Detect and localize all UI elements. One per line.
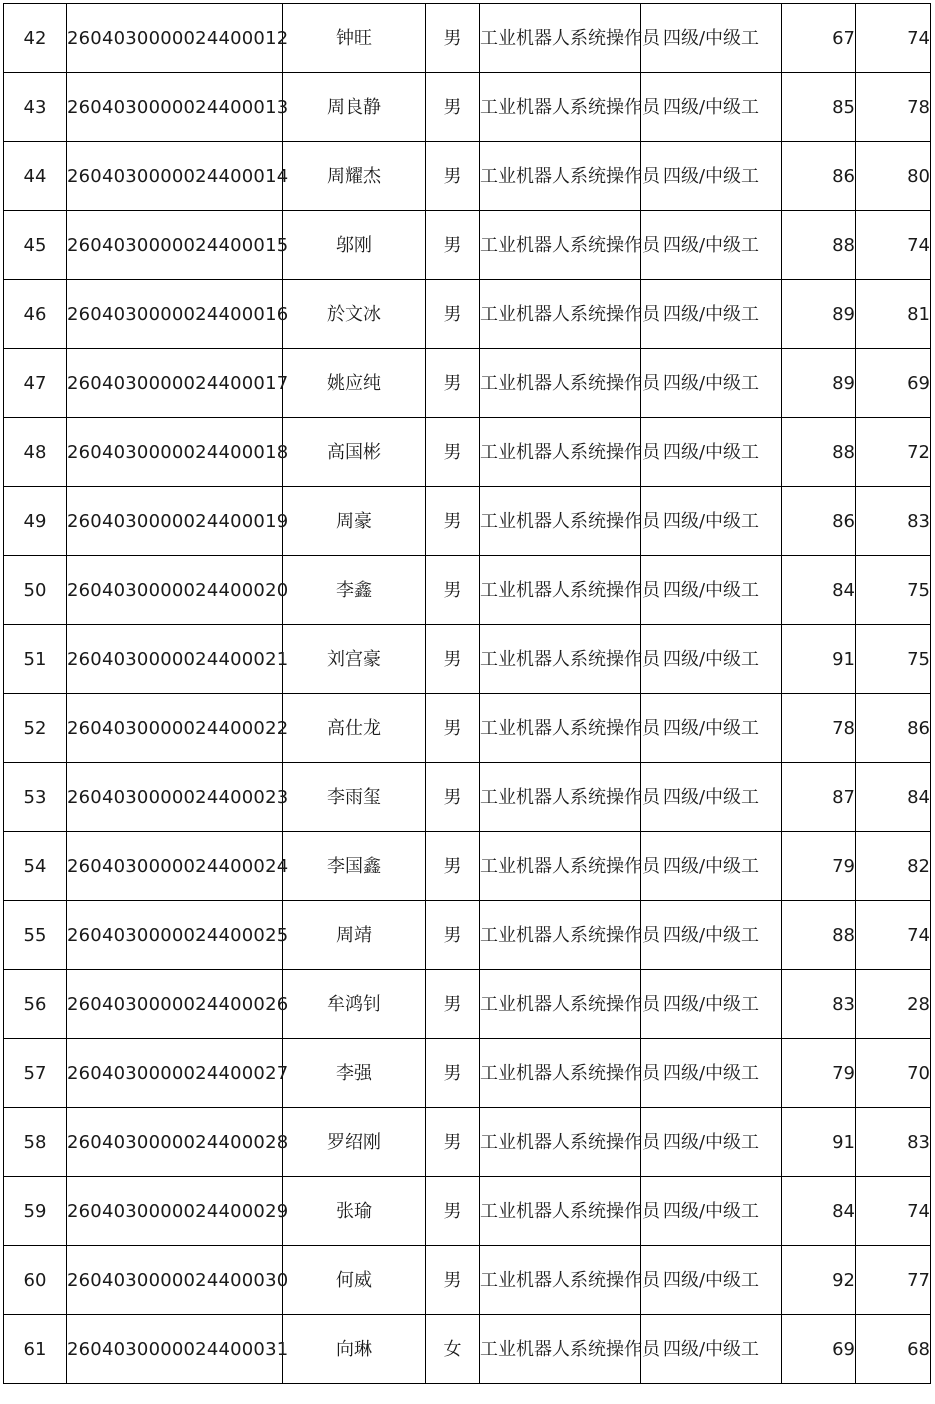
occupation-cell: 工业机器人系统操作员	[480, 280, 641, 349]
level-cell: 四级/中级工	[641, 1246, 782, 1315]
skill-score-cell: 75	[856, 556, 931, 625]
table-row	[4, 763, 931, 832]
row-number: 60	[4, 1246, 67, 1315]
row-number: 57	[4, 1039, 67, 1108]
skill-score-cell: 83	[856, 487, 931, 556]
exam-id-cell: 2604030000024400029	[67, 1177, 283, 1246]
table-row	[4, 142, 931, 211]
level-cell: 四级/中级工	[641, 832, 782, 901]
table-row	[4, 1177, 931, 1246]
name-cell: 周良静	[283, 73, 426, 142]
level-cell: 四级/中级工	[641, 694, 782, 763]
gender-cell: 男	[426, 418, 480, 487]
exam-id-cell: 2604030000024400016	[67, 280, 283, 349]
row-number: 44	[4, 142, 67, 211]
level-cell: 四级/中级工	[641, 4, 782, 73]
exam-id-cell: 2604030000024400015	[67, 211, 283, 280]
table-row	[4, 901, 931, 970]
theory-score-cell: 89	[782, 349, 856, 418]
occupation-cell: 工业机器人系统操作员	[480, 73, 641, 142]
gender-cell: 男	[426, 556, 480, 625]
table-row	[4, 556, 931, 625]
name-cell: 李强	[283, 1039, 426, 1108]
exam-id-cell: 2604030000024400017	[67, 349, 283, 418]
results-table	[3, 3, 931, 1384]
row-number: 46	[4, 280, 67, 349]
name-cell: 高仕龙	[283, 694, 426, 763]
gender-cell: 男	[426, 970, 480, 1039]
occupation-cell: 工业机器人系统操作员	[480, 1246, 641, 1315]
table-row	[4, 1315, 931, 1384]
skill-score-cell: 74	[856, 211, 931, 280]
occupation-cell: 工业机器人系统操作员	[480, 1315, 641, 1384]
name-cell: 李鑫	[283, 556, 426, 625]
name-cell: 牟鸿钊	[283, 970, 426, 1039]
table-row	[4, 1246, 931, 1315]
theory-score-cell: 79	[782, 1039, 856, 1108]
row-number: 49	[4, 487, 67, 556]
name-cell: 周耀杰	[283, 142, 426, 211]
gender-cell: 男	[426, 142, 480, 211]
theory-score-cell: 78	[782, 694, 856, 763]
level-cell: 四级/中级工	[641, 901, 782, 970]
name-cell: 李雨玺	[283, 763, 426, 832]
exam-id-cell: 2604030000024400027	[67, 1039, 283, 1108]
occupation-cell: 工业机器人系统操作员	[480, 142, 641, 211]
level-cell: 四级/中级工	[641, 487, 782, 556]
theory-score-cell: 86	[782, 487, 856, 556]
row-number: 59	[4, 1177, 67, 1246]
theory-score-cell: 89	[782, 280, 856, 349]
name-cell: 向琳	[283, 1315, 426, 1384]
gender-cell: 男	[426, 487, 480, 556]
name-cell: 高国彬	[283, 418, 426, 487]
skill-score-cell: 72	[856, 418, 931, 487]
gender-cell: 男	[426, 901, 480, 970]
theory-score-cell: 84	[782, 556, 856, 625]
row-number: 55	[4, 901, 67, 970]
occupation-cell: 工业机器人系统操作员	[480, 763, 641, 832]
skill-score-cell: 81	[856, 280, 931, 349]
occupation-cell: 工业机器人系统操作员	[480, 1108, 641, 1177]
name-cell: 何威	[283, 1246, 426, 1315]
table-row	[4, 694, 931, 763]
name-cell: 张瑜	[283, 1177, 426, 1246]
skill-score-cell: 69	[856, 349, 931, 418]
level-cell: 四级/中级工	[641, 418, 782, 487]
level-cell: 四级/中级工	[641, 556, 782, 625]
occupation-cell: 工业机器人系统操作员	[480, 349, 641, 418]
occupation-cell: 工业机器人系统操作员	[480, 970, 641, 1039]
occupation-cell: 工业机器人系统操作员	[480, 625, 641, 694]
skill-score-cell: 68	[856, 1315, 931, 1384]
skill-score-cell: 74	[856, 1177, 931, 1246]
theory-score-cell: 88	[782, 418, 856, 487]
occupation-cell: 工业机器人系统操作员	[480, 694, 641, 763]
exam-id-cell: 2604030000024400019	[67, 487, 283, 556]
level-cell: 四级/中级工	[641, 1039, 782, 1108]
table-row	[4, 1039, 931, 1108]
gender-cell: 男	[426, 4, 480, 73]
name-cell: 周豪	[283, 487, 426, 556]
exam-id-cell: 2604030000024400014	[67, 142, 283, 211]
exam-id-cell: 2604030000024400020	[67, 556, 283, 625]
table-row	[4, 625, 931, 694]
skill-score-cell: 74	[856, 901, 931, 970]
theory-score-cell: 83	[782, 970, 856, 1039]
gender-cell: 男	[426, 211, 480, 280]
exam-id-cell: 2604030000024400012	[67, 4, 283, 73]
gender-cell: 男	[426, 694, 480, 763]
occupation-cell: 工业机器人系统操作员	[480, 1039, 641, 1108]
name-cell: 李国鑫	[283, 832, 426, 901]
level-cell: 四级/中级工	[641, 625, 782, 694]
row-number: 43	[4, 73, 67, 142]
occupation-cell: 工业机器人系统操作员	[480, 832, 641, 901]
gender-cell: 男	[426, 832, 480, 901]
row-number: 47	[4, 349, 67, 418]
theory-score-cell: 79	[782, 832, 856, 901]
level-cell: 四级/中级工	[641, 970, 782, 1039]
table-row	[4, 280, 931, 349]
theory-score-cell: 87	[782, 763, 856, 832]
gender-cell: 男	[426, 1246, 480, 1315]
skill-score-cell: 74	[856, 4, 931, 73]
theory-score-cell: 88	[782, 901, 856, 970]
row-number: 56	[4, 970, 67, 1039]
name-cell: 钟旺	[283, 4, 426, 73]
name-cell: 於文冰	[283, 280, 426, 349]
skill-score-cell: 86	[856, 694, 931, 763]
theory-score-cell: 84	[782, 1177, 856, 1246]
occupation-cell: 工业机器人系统操作员	[480, 487, 641, 556]
row-number: 54	[4, 832, 67, 901]
skill-score-cell: 80	[856, 142, 931, 211]
table-row	[4, 418, 931, 487]
exam-id-cell: 2604030000024400023	[67, 763, 283, 832]
exam-id-cell: 2604030000024400026	[67, 970, 283, 1039]
name-cell: 刘宫豪	[283, 625, 426, 694]
name-cell: 周靖	[283, 901, 426, 970]
row-number: 45	[4, 211, 67, 280]
table-row	[4, 487, 931, 556]
row-number: 51	[4, 625, 67, 694]
occupation-cell: 工业机器人系统操作员	[480, 556, 641, 625]
occupation-cell: 工业机器人系统操作员	[480, 4, 641, 73]
row-number: 50	[4, 556, 67, 625]
exam-id-cell: 2604030000024400025	[67, 901, 283, 970]
row-number: 58	[4, 1108, 67, 1177]
table-row	[4, 349, 931, 418]
level-cell: 四级/中级工	[641, 763, 782, 832]
name-cell: 姚应纯	[283, 349, 426, 418]
skill-score-cell: 75	[856, 625, 931, 694]
level-cell: 四级/中级工	[641, 1108, 782, 1177]
exam-id-cell: 2604030000024400030	[67, 1246, 283, 1315]
exam-id-cell: 2604030000024400022	[67, 694, 283, 763]
gender-cell: 男	[426, 1177, 480, 1246]
skill-score-cell: 82	[856, 832, 931, 901]
table-body	[4, 4, 931, 1384]
theory-score-cell: 85	[782, 73, 856, 142]
gender-cell: 男	[426, 73, 480, 142]
gender-cell: 男	[426, 1039, 480, 1108]
level-cell: 四级/中级工	[641, 1177, 782, 1246]
table-row	[4, 73, 931, 142]
row-number: 61	[4, 1315, 67, 1384]
theory-score-cell: 86	[782, 142, 856, 211]
gender-cell: 男	[426, 349, 480, 418]
exam-id-cell: 2604030000024400013	[67, 73, 283, 142]
gender-cell: 男	[426, 625, 480, 694]
level-cell: 四级/中级工	[641, 142, 782, 211]
skill-score-cell: 77	[856, 1246, 931, 1315]
skill-score-cell: 70	[856, 1039, 931, 1108]
exam-id-cell: 2604030000024400024	[67, 832, 283, 901]
exam-id-cell: 2604030000024400031	[67, 1315, 283, 1384]
theory-score-cell: 91	[782, 1108, 856, 1177]
level-cell: 四级/中级工	[641, 280, 782, 349]
level-cell: 四级/中级工	[641, 73, 782, 142]
theory-score-cell: 91	[782, 625, 856, 694]
exam-id-cell: 2604030000024400028	[67, 1108, 283, 1177]
exam-id-cell: 2604030000024400021	[67, 625, 283, 694]
level-cell: 四级/中级工	[641, 211, 782, 280]
row-number: 53	[4, 763, 67, 832]
exam-id-cell: 2604030000024400018	[67, 418, 283, 487]
theory-score-cell: 88	[782, 211, 856, 280]
table-row	[4, 211, 931, 280]
theory-score-cell: 92	[782, 1246, 856, 1315]
row-number: 48	[4, 418, 67, 487]
row-number: 52	[4, 694, 67, 763]
gender-cell: 男	[426, 1108, 480, 1177]
table-row	[4, 1108, 931, 1177]
occupation-cell: 工业机器人系统操作员	[480, 901, 641, 970]
skill-score-cell: 84	[856, 763, 931, 832]
gender-cell: 男	[426, 763, 480, 832]
name-cell: 邬刚	[283, 211, 426, 280]
name-cell: 罗绍刚	[283, 1108, 426, 1177]
skill-score-cell: 78	[856, 73, 931, 142]
level-cell: 四级/中级工	[641, 1315, 782, 1384]
gender-cell: 女	[426, 1315, 480, 1384]
row-number: 42	[4, 4, 67, 73]
table-row	[4, 832, 931, 901]
occupation-cell: 工业机器人系统操作员	[480, 1177, 641, 1246]
occupation-cell: 工业机器人系统操作员	[480, 211, 641, 280]
theory-score-cell: 67	[782, 4, 856, 73]
occupation-cell: 工业机器人系统操作员	[480, 418, 641, 487]
table-row	[4, 4, 931, 73]
skill-score-cell: 83	[856, 1108, 931, 1177]
level-cell: 四级/中级工	[641, 349, 782, 418]
gender-cell: 男	[426, 280, 480, 349]
theory-score-cell: 69	[782, 1315, 856, 1384]
table-row	[4, 970, 931, 1039]
skill-score-cell: 28	[856, 970, 931, 1039]
